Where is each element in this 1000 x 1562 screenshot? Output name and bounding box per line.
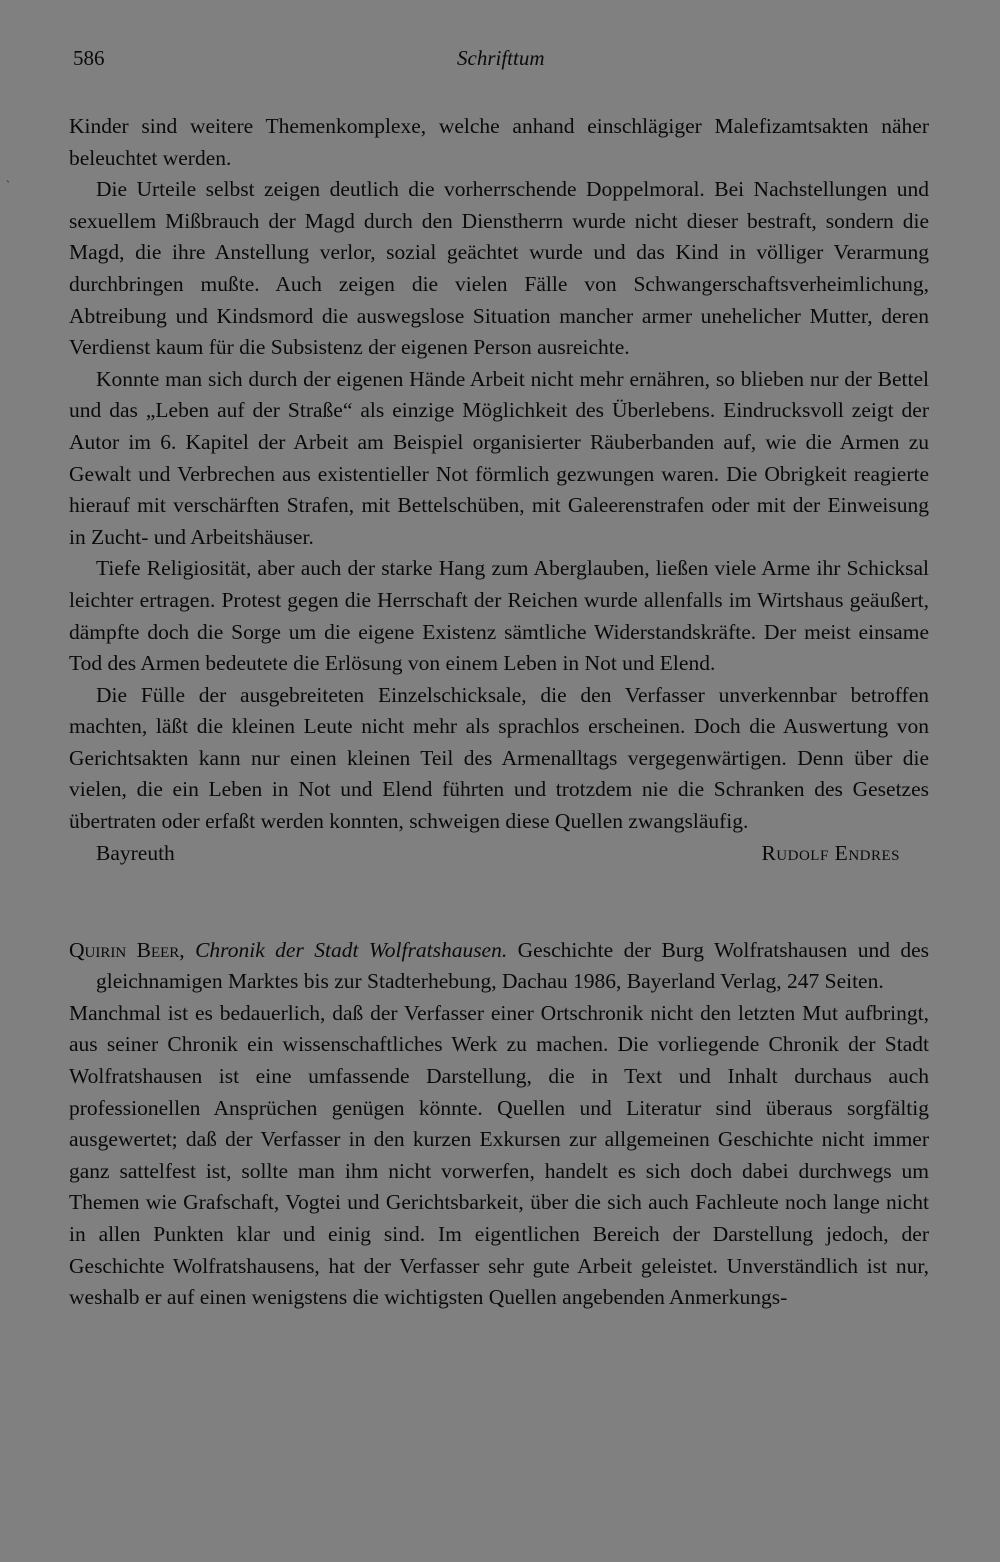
review-text: Manchmal ist es bedauerlich, daß der Verfasser einer Ortschronik nicht den letzten Mut aufbringt, aus seiner Chronik ein wissenschaftliches Werk zu machen. Die vorliegende Chronik der Stadt Wolfratshausen ist eine umfassende Darstellung, die in Text und Inhalt durchaus auch professionellen Ansprüchen genügen könnte. Quellen und Literatur sind überaus sorgfältig ausgewertet; daß der Verfasser in den kurzen Exkursen zur allgemeinen Geschichte nicht immer ganz sattelfest ist, sollte man ihm nicht vorwerfen, handelt es sich doch dabei durchwegs um Themen wie Grafschaft, Vogtei und Gerichtsbarkeit, über die sich auch Fachleute noch lange nicht in allen Punkten klar und einig sind. Im eigentlichen Bereich der Darstellung jedoch, der Geschichte Wolfratshausens, hat der Verfasser sehr gute Arbeit geleistet. Unverständlich ist nur, weshalb er auf einen wenigstens die wichtigsten Quellen angebenden Anmerkungs- <box>69 1000 929 1310</box>
page-header <box>73 46 928 76</box>
signature-place: Bayreuth <box>96 840 175 865</box>
scan-speck: ` <box>6 178 10 192</box>
signature-author: Rudolf Endres <box>761 840 900 865</box>
body-text <box>69 111 929 1314</box>
review-book-details: Geschichte der Burg Wolfratshausen und des gleichnamigen Marktes bis zur Stadterhebung, Dachau 1986, Bayerland Verlag, 247 Seiten. <box>96 937 930 994</box>
running-head: Schrifttum <box>457 46 545 70</box>
review-signature <box>96 838 900 870</box>
paragraph-2: Die Urteile selbst zeigen deutlich die vorherrschende Doppelmoral. Bei Nachstellungen und sexuellem Mißbrauch der Magd durch den Dienstherrn wurde nicht dieser bestraft, sondern die Magd, die ihre Anstellung verlor, sozial geächtet wurde und das Kind in völliger Verarmung durchbringen mußte. Auch zeigen die vielen Fälle von Schwangerschaftsverheimlichung, Abtreibung und Kindsmord die auswegslose Situation mancher armer unehelicher Mutter, deren Verdienst kaum für die Subsistenz der eigenen Person ausreichte. <box>69 177 929 360</box>
page-number: 586 <box>73 46 105 70</box>
paragraph-1: Kinder sind weitere Themenkomplexe, welche anhand einschlägiger Malefizamtsakten näher beleuchtet werden. <box>69 114 929 170</box>
review-citation <box>69 935 929 998</box>
paragraph-3: Konnte man sich durch der eigenen Hände Arbeit nicht mehr ernähren, so blieben nur der Bettel und das „Leben auf der Straße“ als einzige Möglichkeit des Überlebens. Eindrucksvoll zeigt der Autor im 6. Kapitel der Arbeit am Beispiel organisierter Räuberbanden auf, wie die Armen zu Gewalt und Verbrechen aus existentieller Not förmlich gezwungen waren. Die Obrigkeit reagierte hierauf mit verschärften Strafen, mit Bettelschüben, mit Galeerenstrafen oder mit der Einweisung in Zucht- und Arbeitshäuser. <box>69 366 929 549</box>
review-book-title: Chronik der Stadt Wolfratshausen. <box>195 937 508 962</box>
paragraph-5: Die Fülle der ausgebreiteten Einzelschicksale, die den Verfasser unverkennbar betroffen machten, läßt die kleinen Leute nicht mehr als sprachlos erscheinen. Doch die Auswertung von Gerichtsakten kann nur einen kleinen Teil des Armenalltags vergegenwärtigen. Denn über die vielen, die ein Leben in Not und Elend führten und trotzdem nie die Schranken des Gesetzes übertraten oder erfaßt werden konnten, schweigen diese Quellen zwangsläufig. <box>69 682 929 834</box>
review-book-author: Quirin Beer, <box>69 937 185 962</box>
paragraph-4: Tiefe Religiosität, aber auch der starke Hang zum Aberglauben, ließen viele Arme ihr Schicksal leichter ertragen. Protest gegen die Herrschaft der Reichen wurde allenfalls im Wirtshaus geäußert, dämpfte doch die Sorge um die eigene Existenz sämtliche Widerstandskräfte. Der meist einsame Tod des Armen bedeutete die Erlösung von einem Leben in Not und Elend. <box>69 556 929 676</box>
